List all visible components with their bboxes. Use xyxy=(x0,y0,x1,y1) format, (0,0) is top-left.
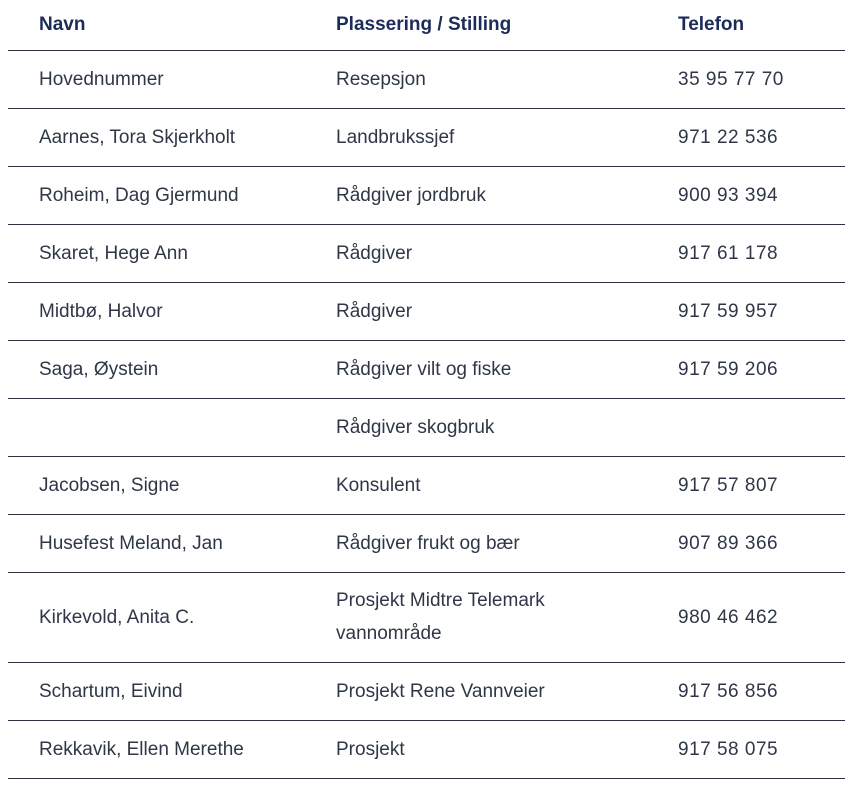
cell-role: Prosjekt Midtre Telemark vannområde xyxy=(305,572,647,662)
cell-phone: 917 59 206 xyxy=(647,340,845,398)
table-row xyxy=(8,398,845,456)
cell-phone: 917 59 957 xyxy=(647,282,845,340)
cell-role: Resepsjon xyxy=(305,50,647,108)
cell-name: Hovednummer xyxy=(8,50,305,108)
header-row xyxy=(8,0,845,50)
column-header-name: Navn xyxy=(8,0,305,50)
cell-phone: 917 61 178 xyxy=(647,224,845,282)
cell-role: Prosjekt Rene Vannveier xyxy=(305,662,647,720)
cell-role: Konsulent xyxy=(305,456,647,514)
cell-role: Prosjekt xyxy=(305,720,647,778)
column-header-phone: Telefon xyxy=(647,0,845,50)
table-row xyxy=(8,282,845,340)
table-row xyxy=(8,662,845,720)
cell-phone: 917 56 856 xyxy=(647,662,845,720)
table-row xyxy=(8,514,845,572)
table-row xyxy=(8,50,845,108)
cell-name: Saga, Øystein xyxy=(8,340,305,398)
cell-name xyxy=(8,398,305,456)
cell-phone: 907 89 366 xyxy=(647,514,845,572)
cell-name: Jacobsen, Signe xyxy=(8,456,305,514)
cell-phone: 980 46 462 xyxy=(647,572,845,662)
cell-name: Aarnes, Tora Skjerkholt xyxy=(8,108,305,166)
table-row xyxy=(8,166,845,224)
cell-name: Rekkavik, Ellen Merethe xyxy=(8,720,305,778)
cell-role: Rådgiver xyxy=(305,224,647,282)
cell-phone: 917 58 075 xyxy=(647,720,845,778)
cell-name: Husefest Meland, Jan xyxy=(8,514,305,572)
cell-name: Skaret, Hege Ann xyxy=(8,224,305,282)
table-row xyxy=(8,720,845,778)
column-header-role: Plassering / Stilling xyxy=(305,0,647,50)
table-row xyxy=(8,456,845,514)
cell-phone xyxy=(647,398,845,456)
table-body xyxy=(8,50,845,778)
cell-phone: 917 57 807 xyxy=(647,456,845,514)
cell-role: Rådgiver skogbruk xyxy=(305,398,647,456)
cell-role: Rådgiver xyxy=(305,282,647,340)
table-row xyxy=(8,340,845,398)
cell-role: Landbrukssjef xyxy=(305,108,647,166)
table-row xyxy=(8,224,845,282)
table-header xyxy=(8,0,845,50)
cell-role: Rådgiver vilt og fiske xyxy=(305,340,647,398)
table-row xyxy=(8,572,845,662)
cell-phone: 35 95 77 70 xyxy=(647,50,845,108)
cell-name: Schartum, Eivind xyxy=(8,662,305,720)
cell-role: Rådgiver jordbruk xyxy=(305,166,647,224)
cell-phone: 900 93 394 xyxy=(647,166,845,224)
cell-phone: 971 22 536 xyxy=(647,108,845,166)
cell-name: Midtbø, Halvor xyxy=(8,282,305,340)
cell-name: Roheim, Dag Gjermund xyxy=(8,166,305,224)
cell-name: Kirkevold, Anita C. xyxy=(8,572,305,662)
cell-role: Rådgiver frukt og bær xyxy=(305,514,647,572)
contact-table xyxy=(8,0,845,779)
table-row xyxy=(8,108,845,166)
